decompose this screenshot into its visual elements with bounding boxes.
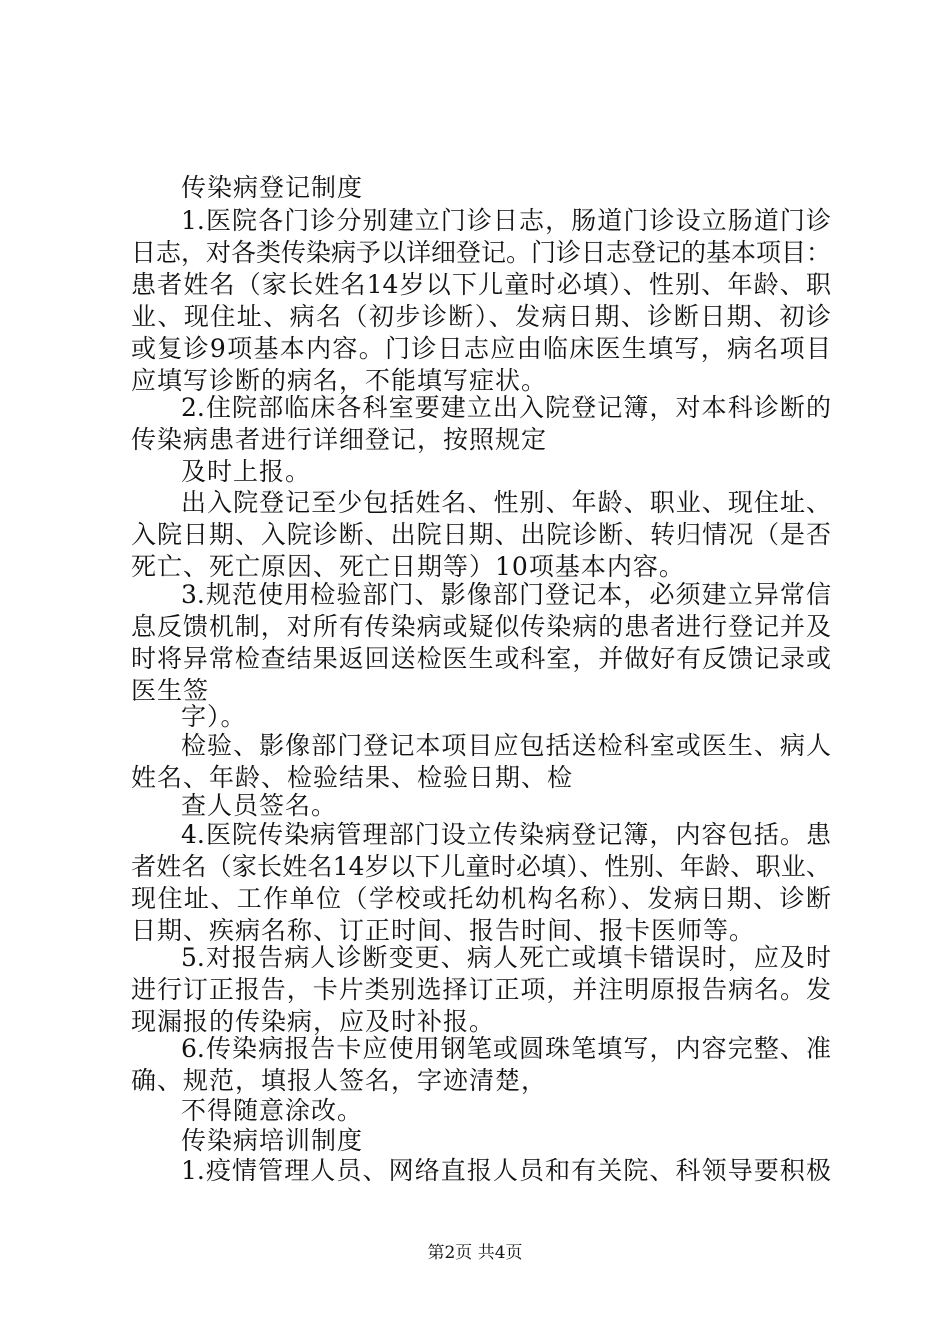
paragraph-line: 或复诊9项基本内容。门诊日志应由临床医生填写，病名项目 xyxy=(131,334,831,363)
paragraph-line: 者姓名（家长姓名14岁以下儿童时必填）、性别、年龄、职业、 xyxy=(131,852,831,881)
paragraph-line: 1.疫情管理人员、网络直报人员和有关院、科领导要积极 xyxy=(181,1156,831,1185)
paragraph-line: 不得随意涂改。 xyxy=(181,1096,364,1125)
paragraph-line: 4.医院传染病管理部门设立传染病登记簿，内容包括。患 xyxy=(181,820,831,849)
paragraph-line: 1.医院各门诊分别建立门诊日志，肠道门诊设立肠道门诊 xyxy=(181,206,831,235)
paragraph-line: 日期、疾病名称、订正时间、报告时间、报卡医师等。 xyxy=(131,916,756,945)
paragraph-line: 业、现住址、病名（初步诊断）、发病日期、诊断日期、初诊 xyxy=(131,302,831,331)
paragraph-line: 出入院登记至少包括姓名、性别、年龄、职业、现住址、 xyxy=(181,488,831,517)
paragraph-line: 死亡、死亡原因、死亡日期等）10项基本内容。 xyxy=(131,552,685,581)
paragraph-line: 确、规范，填报人签名，字迹清楚， xyxy=(131,1066,548,1095)
paragraph-line: 传染病患者进行详细登记，按照规定 xyxy=(131,425,548,454)
paragraph-line: 3.规范使用检验部门、影像部门登记本，必须建立异常信 xyxy=(181,580,831,609)
paragraph-line: 检验、影像部门登记本项目应包括送检科室或医生、病人 xyxy=(181,731,831,760)
paragraph-line: 日志，对各类传染病予以详细登记。门诊日志登记的基本项目： xyxy=(131,238,832,267)
paragraph-line: 现漏报的传染病，应及时补报。 xyxy=(131,1007,496,1036)
paragraph-line: 患者姓名（家长姓名14岁以下儿童时必填）、性别、年龄、职 xyxy=(131,270,831,299)
paragraph-line: 应填写诊断的病名，不能填写症状。 xyxy=(131,366,548,395)
section-heading: 传染病登记制度 xyxy=(181,173,364,202)
paragraph-line: 入院日期、入院诊断、出院日期、出院诊断、转归情况（是否 xyxy=(131,520,831,549)
paragraph-line: 时将异常检查结果返回送检医生或科室，并做好有反馈记录或 xyxy=(131,644,831,673)
paragraph-line: 现住址、工作单位（学校或托幼机构名称）、发病日期、诊断 xyxy=(131,884,831,913)
paragraph-line: 医生签 xyxy=(131,676,210,705)
paragraph-line: 5.对报告病人诊断变更、病人死亡或填卡错误时，应及时 xyxy=(181,943,831,972)
paragraph-line: 息反馈机制，对所有传染病或疑似传染病的患者进行登记并及 xyxy=(131,612,831,641)
section-heading: 传染病培训制度 xyxy=(181,1126,364,1155)
page-number-footer: 第2页 共4页 xyxy=(427,1243,523,1263)
paragraph-line: 查人员签名。 xyxy=(181,791,338,820)
paragraph-line: 进行订正报告，卡片类别选择订正项，并注明原报告病名。发 xyxy=(131,975,831,1004)
paragraph-line: 及时上报。 xyxy=(181,457,312,486)
paragraph-line: 2.住院部临床各科室要建立出入院登记簿，对本科诊断的 xyxy=(181,393,831,422)
paragraph-line: 6.传染病报告卡应使用钢笔或圆珠笔填写，内容完整、准 xyxy=(181,1034,831,1063)
paragraph-line: 字）。 xyxy=(181,702,247,731)
paragraph-line: 姓名、年龄、检验结果、检验日期、检 xyxy=(131,763,574,792)
